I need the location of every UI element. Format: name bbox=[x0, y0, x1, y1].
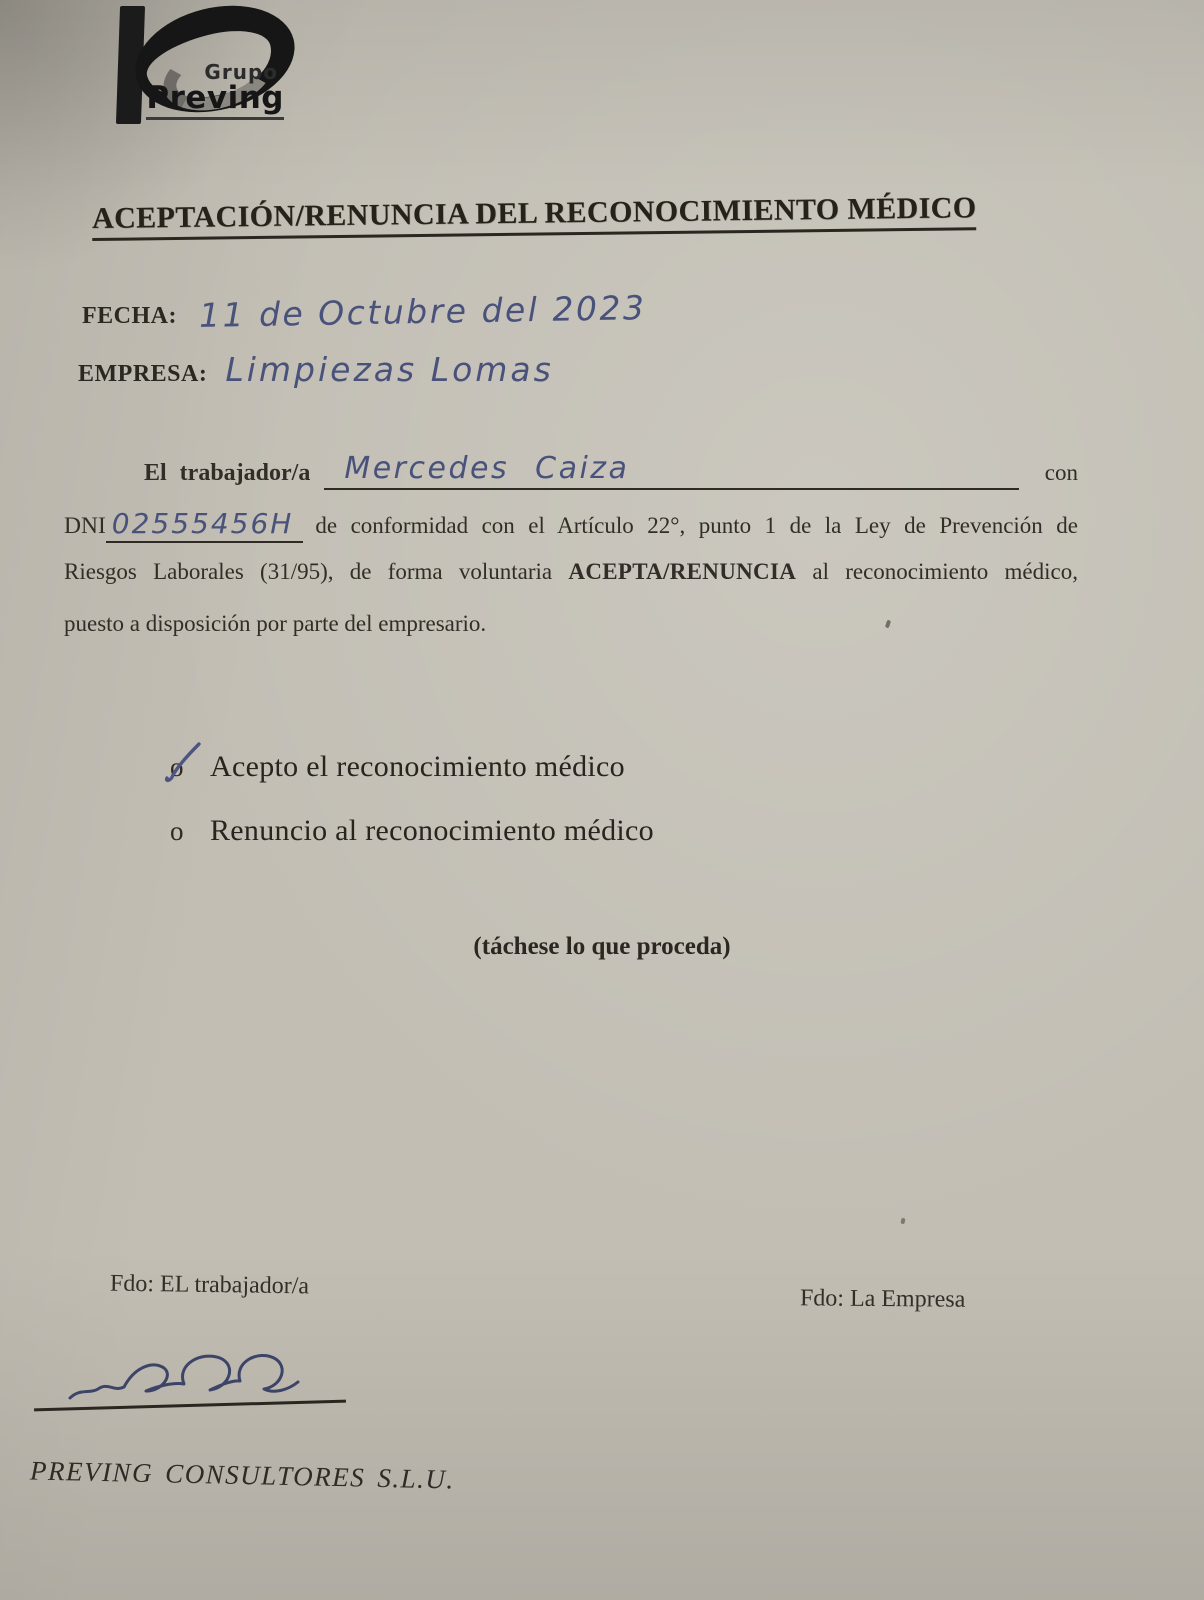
option-accept bbox=[170, 750, 625, 784]
worker-signature-label: Fdo: EL trabajador/a bbox=[109, 1270, 310, 1300]
accept-circle-marker: o bbox=[170, 752, 200, 783]
strike-note: (táchese lo que proceda) bbox=[473, 933, 731, 960]
decline-option-label: Renuncio al reconocimiento médico bbox=[210, 814, 654, 847]
worker-label: El trabajador/a bbox=[144, 460, 311, 486]
con-word: con bbox=[1044, 460, 1078, 485]
fecha-handwritten-value: 11 de Octubre del 2023 bbox=[198, 288, 647, 335]
logo-grupo-text: Grupo bbox=[204, 60, 278, 84]
dni-line-text: de conformidad con el Artículo 22°, punto 1 de la Ley de Prevención de bbox=[315, 513, 1078, 538]
empresa-handwritten-value: Limpiezas Lomas bbox=[225, 350, 554, 389]
empresa-label: EMPRESA: bbox=[78, 361, 208, 387]
scan-speck bbox=[900, 1218, 905, 1225]
decline-circle-marker: o bbox=[170, 816, 184, 846]
logo-preving-text: Preving bbox=[146, 80, 284, 116]
empresa-row bbox=[78, 350, 554, 389]
fecha-row bbox=[82, 288, 647, 335]
closing-line: puesto a disposición por parte del empresario. bbox=[64, 611, 487, 636]
acepta-renuncia-bold: ACEPTA/RENUNCIA bbox=[568, 559, 797, 584]
grupo-preving-logo bbox=[88, 0, 318, 140]
dni-label: DNI bbox=[64, 513, 106, 539]
acepta-renuncia-line: Riesgos Laborales (31/95), de forma voluntaria ACEPTA/RENUNCIA al reconocimiento médico, bbox=[64, 559, 1078, 584]
logo-wordmark bbox=[146, 62, 284, 120]
worker-line bbox=[64, 453, 1078, 492]
dni-handwritten-value: 02555456H bbox=[106, 507, 304, 543]
option-decline bbox=[170, 814, 654, 848]
accept-option-label: Acepto el reconocimiento médico bbox=[210, 750, 625, 783]
company-signature-label: Fdo: La Empresa bbox=[799, 1285, 966, 1313]
document-title: ACEPTACIÓN/RENUNCIA DEL RECONOCIMIENTO MÉDICO bbox=[92, 190, 1077, 236]
fecha-label: FECHA: bbox=[82, 303, 177, 329]
company-footer: PREVING CONSULTORES S.L.U. bbox=[29, 1455, 456, 1495]
dni-line bbox=[64, 507, 1078, 543]
logo-underline bbox=[146, 117, 284, 120]
worker-name-handwritten: Mercedes Caiza bbox=[324, 451, 1018, 490]
blue-checkmark-icon bbox=[161, 739, 207, 787]
